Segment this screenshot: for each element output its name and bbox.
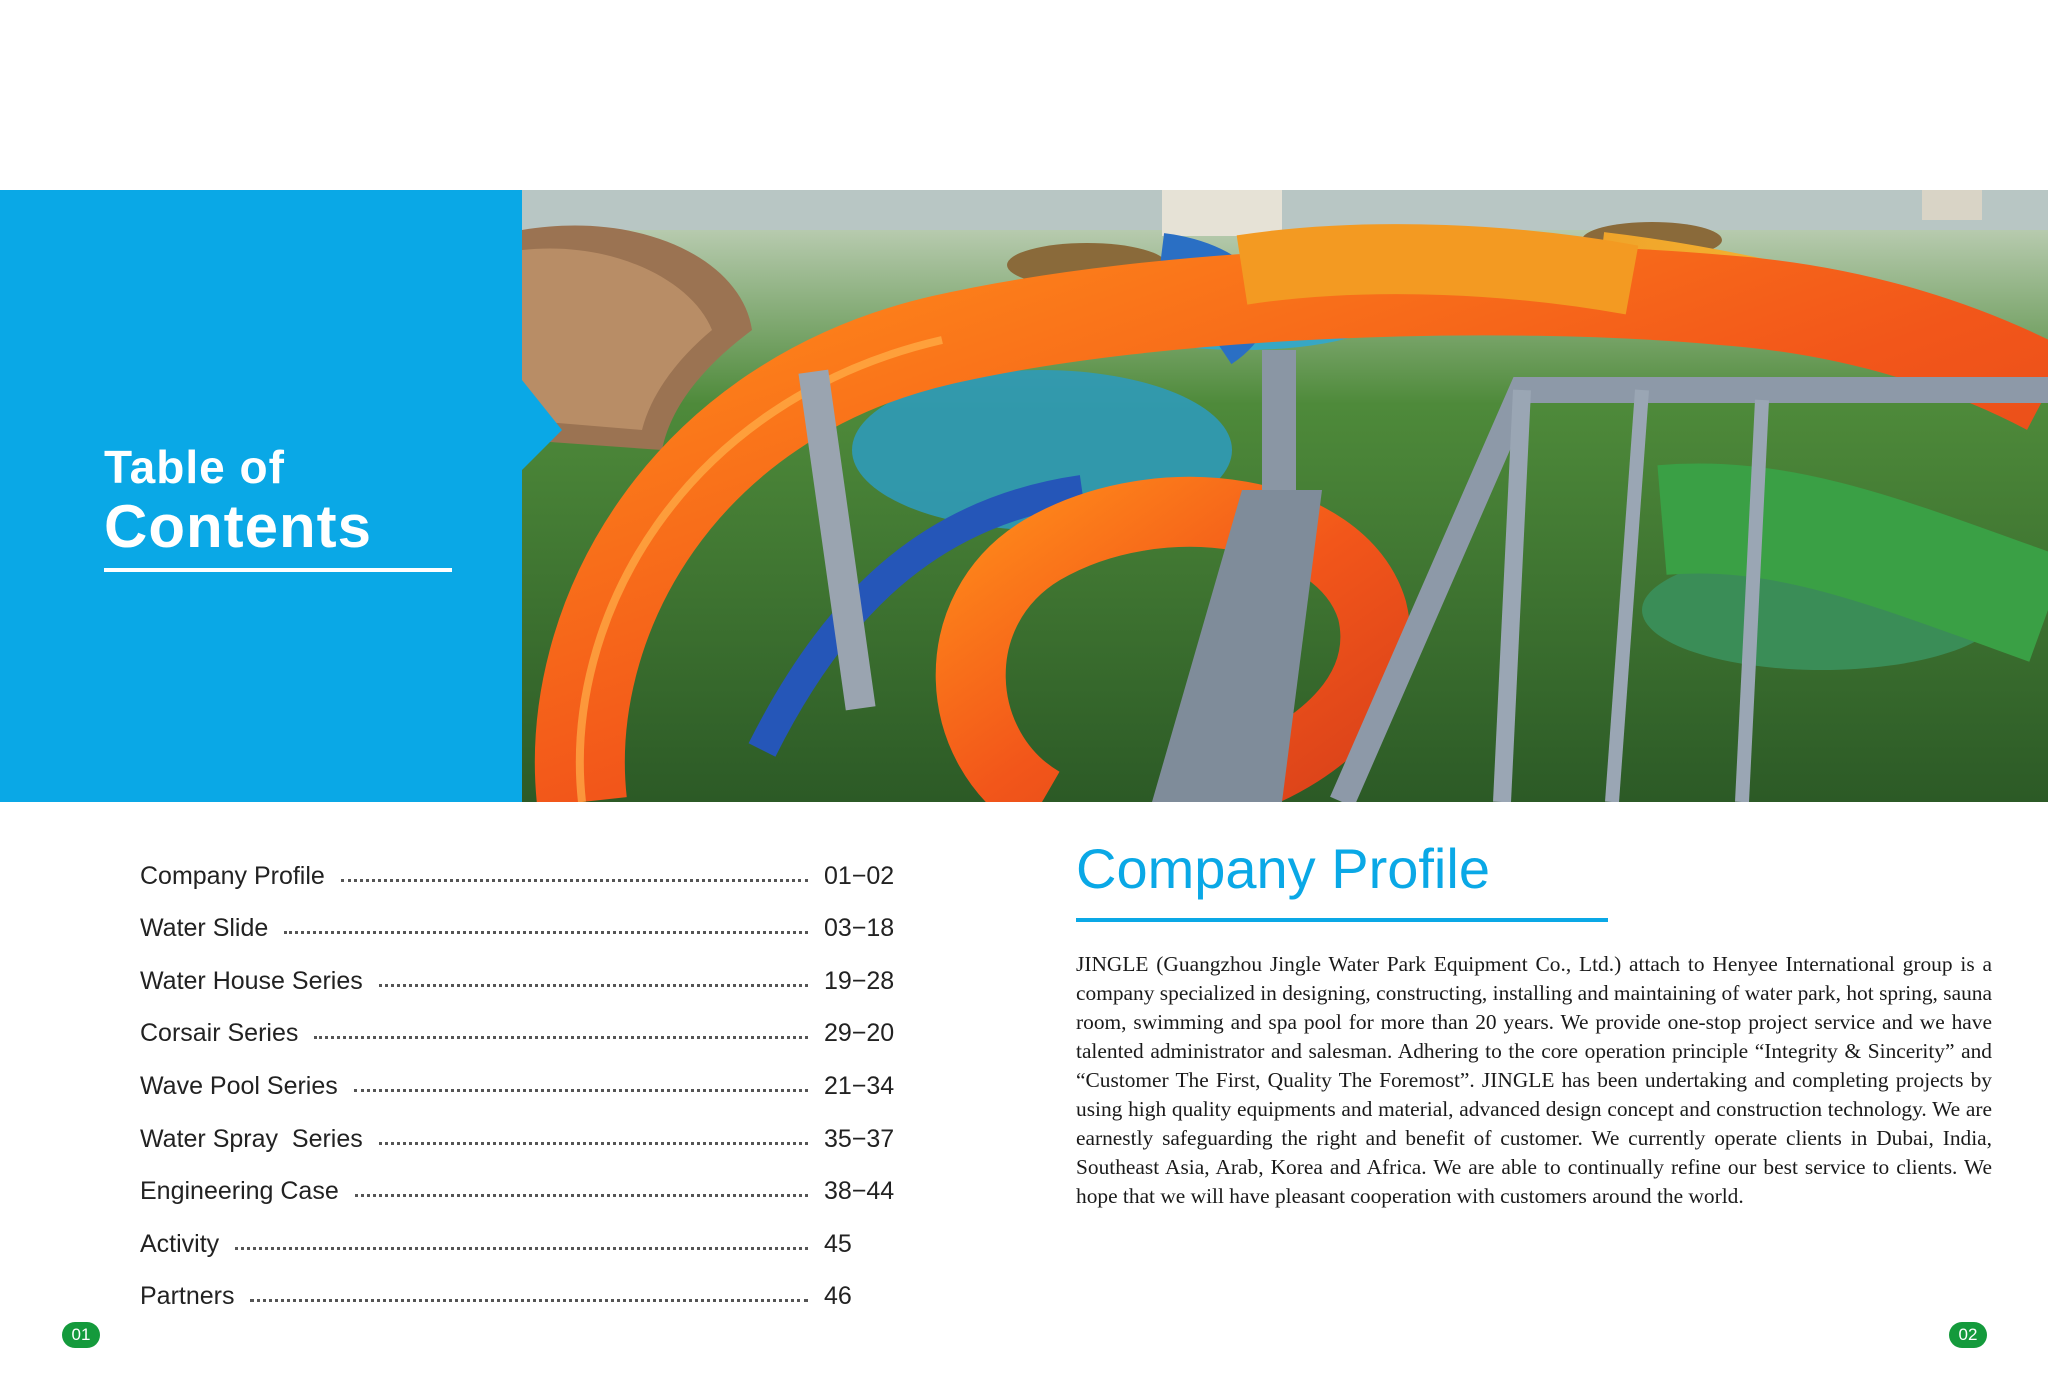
page-number-right: 02 <box>1949 1322 1987 1348</box>
toc-item-corsair-series[interactable] <box>140 996 900 1049</box>
toc-item-pages: 21−34 <box>824 1071 895 1100</box>
toc-item-water-slide[interactable] <box>140 891 900 944</box>
toc-dot-leader <box>235 1247 808 1250</box>
toc-title-line2: Contents <box>104 493 372 560</box>
toc-item-water-house-series[interactable] <box>140 943 900 996</box>
toc-item-label: Corsair Series <box>140 1019 299 1048</box>
toc-dot-leader <box>379 1142 808 1145</box>
toc-dot-leader <box>354 1089 808 1092</box>
toc-item-pages: 03−18 <box>824 914 895 943</box>
toc-item-pages: 19−28 <box>824 966 895 995</box>
toc-item-label: Engineering Case <box>140 1177 339 1206</box>
toc-item-label: Water Spray Series <box>140 1124 363 1153</box>
toc-item-pages: 45 <box>824 1229 852 1258</box>
toc-item-pages: 29−20 <box>824 1019 895 1048</box>
toc-item-engineering-case[interactable] <box>140 1154 900 1207</box>
toc-item-pages: 01−02 <box>824 861 895 890</box>
toc-item-label: Water House Series <box>140 966 363 995</box>
toc-dot-leader <box>379 984 808 987</box>
toc-item-activity[interactable] <box>140 1206 900 1259</box>
page-number-left: 01 <box>62 1322 100 1348</box>
company-profile-body: JINGLE (Guangzhou Jingle Water Park Equipment Co., Ltd.) attach to Henyee International group is a company specialized in designing, constructing, installing and maintaining of water park, hot spring, sauna room, swimming and spa pool for more than 20 years. We provide one-stop project service and we have talented administrator and salesman. Adhering to the core operation principle “Integrity & Sincerity” and “Customer The First, Quality The Foremost”. JINGLE has been undertaking and completing projects by using high quality equipments and material, advanced design concept and construction technology. We are earnestly safeguarding the right and benefit of customer. We currently operate clients in Dubai, India, Southeast Asia, Arab, Korea and Africa. We are able to continually refine our best service to clients. We hope that we will have pleasant cooperation with customers around the world. <box>1076 952 1992 1208</box>
toc-item-wave-pool-series[interactable] <box>140 1048 900 1101</box>
toc-dot-leader <box>355 1194 808 1197</box>
toc-item-pages: 35−37 <box>824 1124 895 1153</box>
toc-dot-leader <box>250 1299 808 1302</box>
toc-item-label: Water Slide <box>140 914 269 943</box>
toc-item-label: Activity <box>140 1229 220 1258</box>
toc-item-pages: 38−44 <box>824 1177 895 1206</box>
toc-item-water-spray-series[interactable] <box>140 1101 900 1154</box>
toc-dot-leader <box>341 879 808 882</box>
water-slide-photo <box>522 190 2048 802</box>
water-slide-illustration <box>522 190 2048 802</box>
toc-title-line1: Table of <box>104 441 285 493</box>
toc-dot-leader <box>284 931 808 934</box>
toc-title-underline <box>104 568 452 572</box>
toc-item-pages: 46 <box>824 1282 852 1311</box>
toc-dot-leader <box>314 1036 808 1039</box>
company-profile-heading: Company Profile <box>1076 837 1490 900</box>
toc-list <box>140 838 900 1311</box>
toc-item-label: Company Profile <box>140 861 325 890</box>
toc-item-label: Partners <box>140 1282 235 1311</box>
toc-item-partners[interactable] <box>140 1259 900 1312</box>
toc-item-label: Wave Pool Series <box>140 1071 338 1100</box>
company-profile-underline <box>1076 918 1608 922</box>
toc-item-company-profile[interactable] <box>140 838 900 891</box>
